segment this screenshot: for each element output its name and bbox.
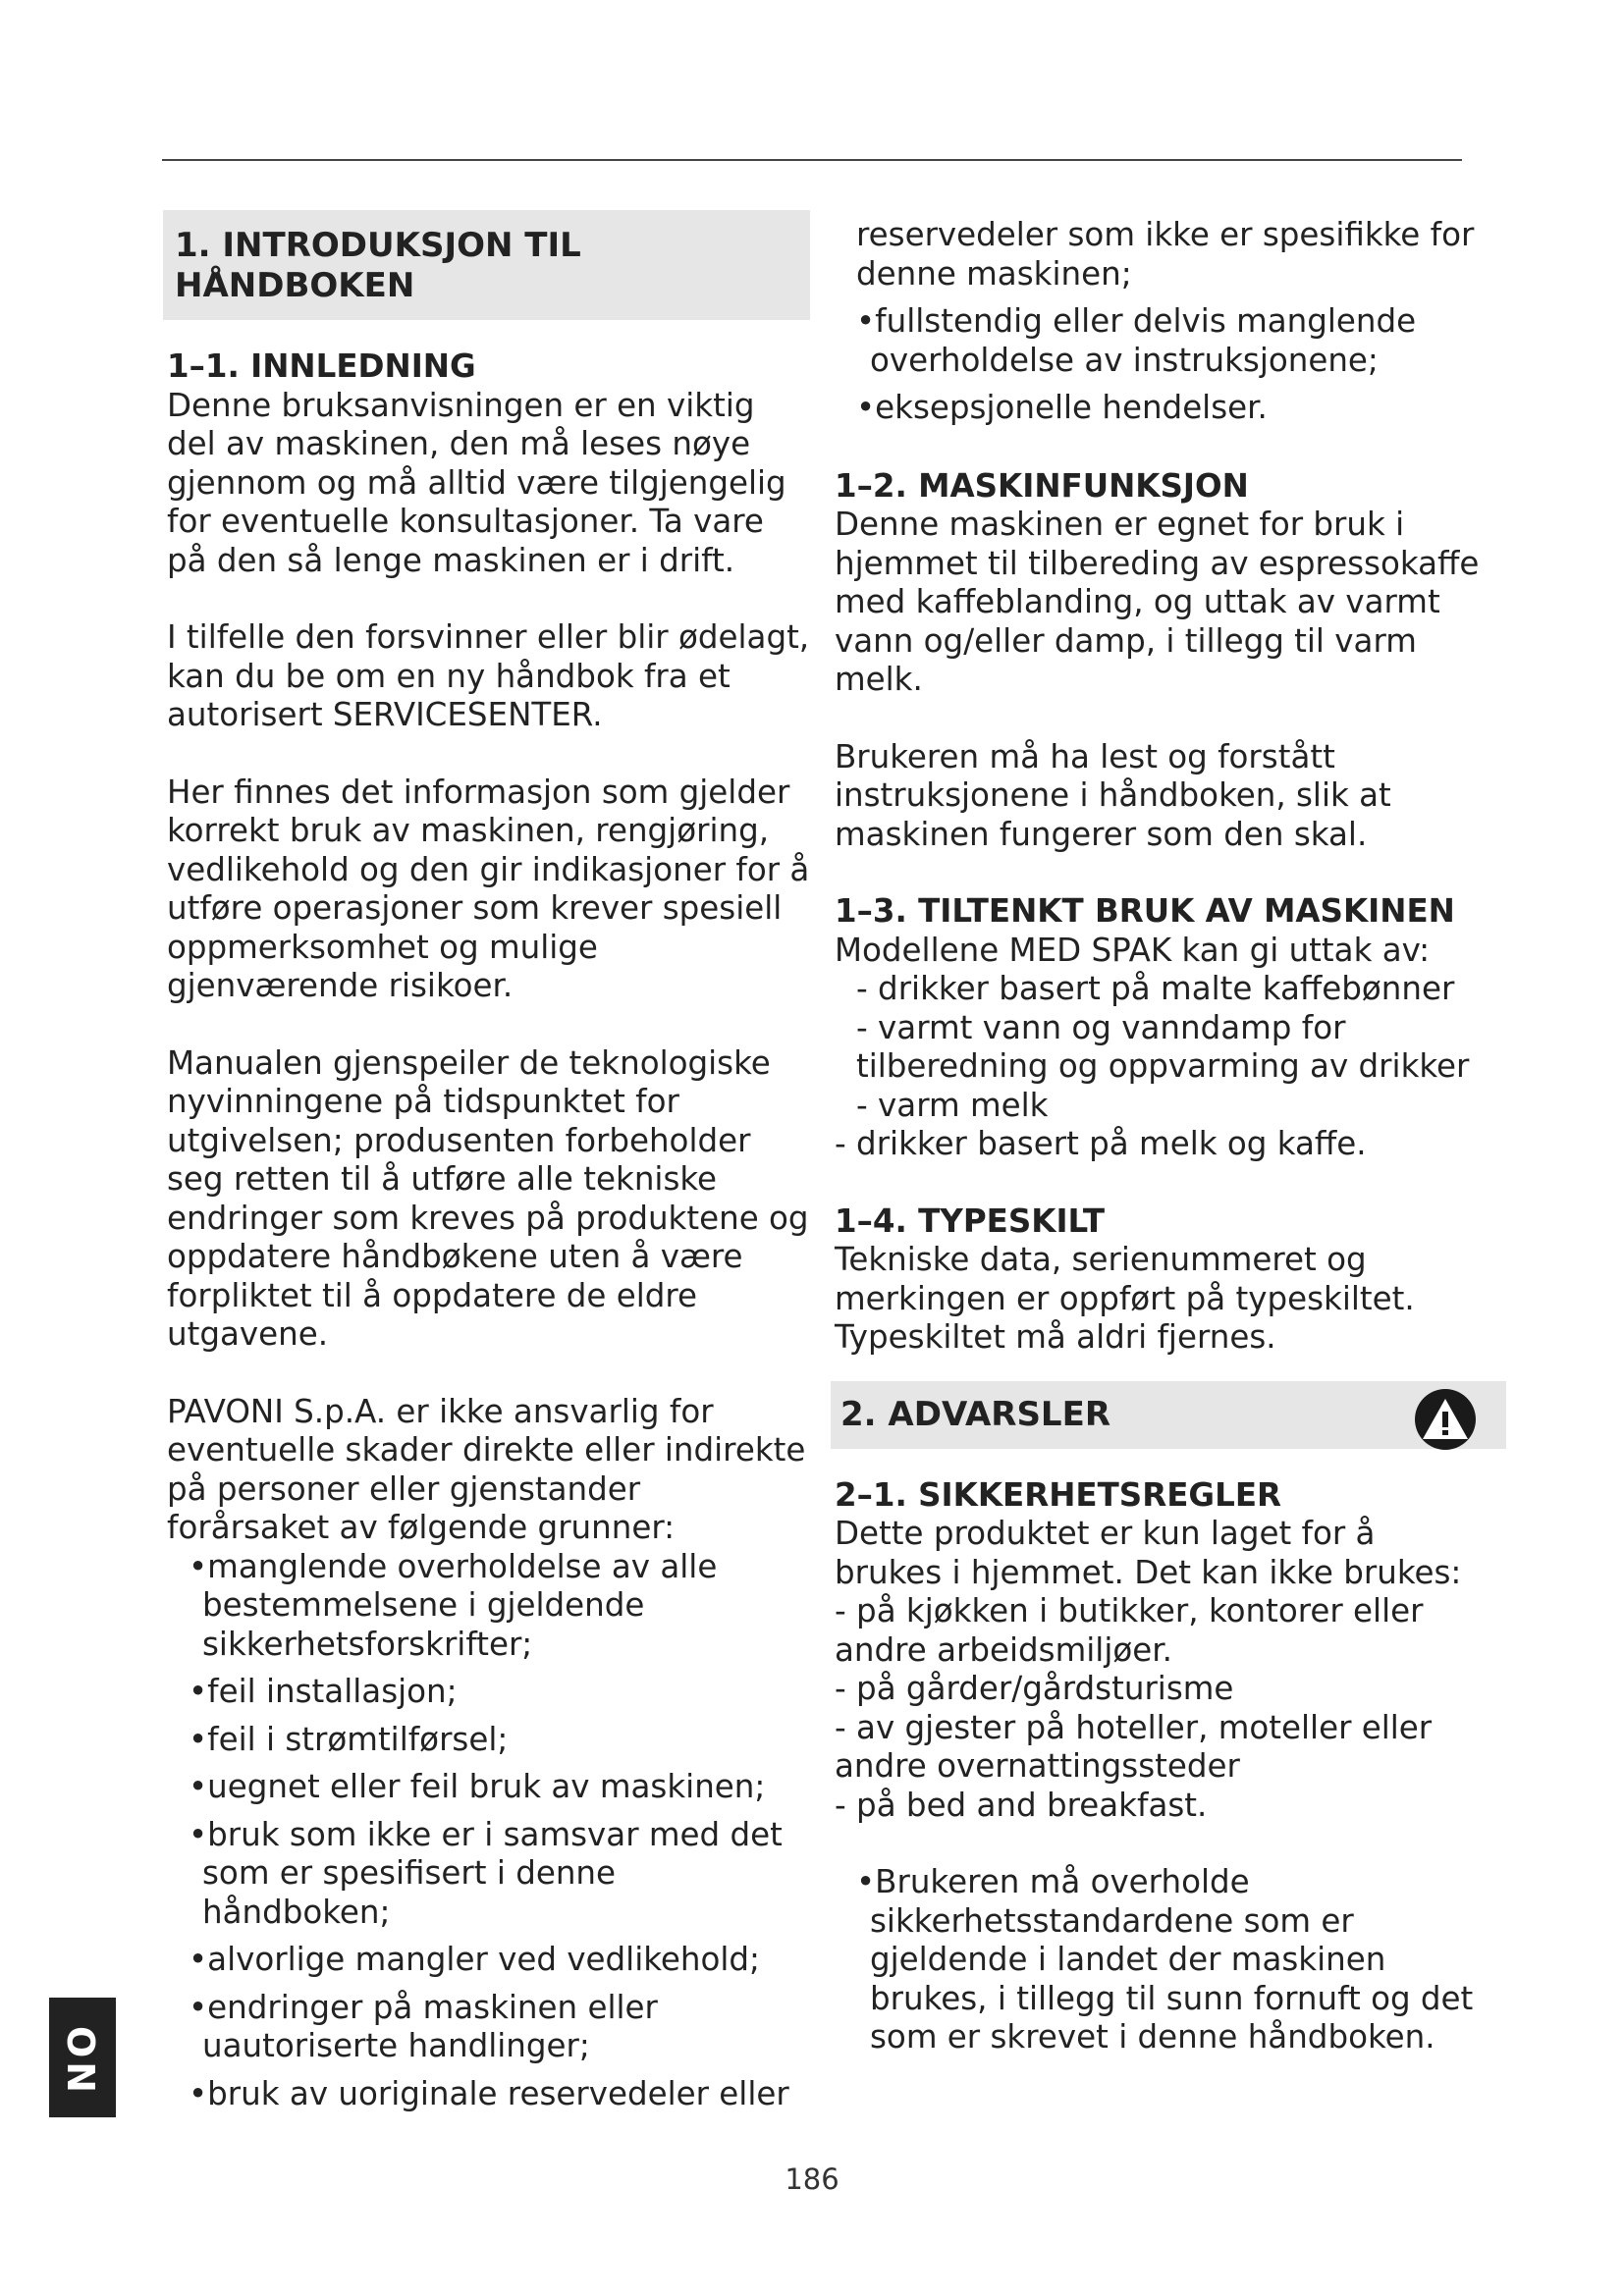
- section-title-tiltenkt-bruk: 1–3. TILTENKT BRUK AV MASKINEN: [835, 892, 1455, 930]
- liability-list: [189, 1548, 810, 2114]
- liability-list-continued: [856, 216, 1483, 428]
- paragraph: Denne maskinen er egnet for bruk i hjemmet til tilbereding av espressokaffe med kaffeblanding, og uttak av varmt vann og/eller damp, i tillegg til varm melk.: [835, 506, 1480, 698]
- paragraph: Brukeren må ha lest og forstått instruksjonene i håndboken, slik at maskinen fungerer som den skal.: [835, 737, 1391, 853]
- section-title-innledning: 1–1. INNLEDNING: [167, 347, 476, 385]
- list-item-continued: reservedeler som ikke er spesifikke for denne maskinen;: [856, 216, 1475, 293]
- list-item: • bruk som ikke er i samsvar med det som er spesifisert i denne håndboken;: [189, 1816, 810, 1933]
- list-item: • alvorlige mangler ved vedlikehold;: [189, 1941, 810, 1980]
- list-item: • eksepsjonelle hendelser.: [856, 389, 1483, 428]
- paragraph: Her finnes det informasjon som gjelder korrekt bruk av maskinen, rengjøring, vedlikehold og den gir indikasjoner for å utføre operasjoner som krever spesiell oppmerksomhet og mulige gjenværende risikoer.: [167, 773, 810, 1004]
- top-rule: [162, 159, 1462, 161]
- list-item: - av gjester på hoteller, moteller eller andre overnattingssteder: [835, 1708, 1433, 1785]
- heading-advarsler: [831, 1381, 1506, 1449]
- list-item: - på kjøkken i butikker, kontorer eller andre arbeidsmiljøer.: [835, 1592, 1424, 1669]
- language-tab: [49, 1998, 116, 2117]
- list-item: • Brukeren må overholde sikkerhetsstandardene som er gjeldende i landet der maskinen brukes, i tillegg til sunn fornuft og det som er skrevet i denne håndboken.: [856, 1863, 1483, 2057]
- list-item: - på gårder/gårdsturisme: [835, 1670, 1234, 1707]
- list-item: • feil installasjon;: [189, 1673, 810, 1712]
- list-item: • bruk av uoriginale reservedeler eller: [189, 2075, 810, 2114]
- list-item: • uegnet eller feil bruk av maskinen;: [189, 1768, 810, 1807]
- paragraph: PAVONI S.p.A. er ikke ansvarlig for eventuelle skader direkte eller indirekte på personer eller gjenstander forårsaket av følgende grunner:: [167, 1392, 806, 1546]
- list-item: - drikker basert på malte kaffebønner: [856, 970, 1455, 1007]
- list-item: • fullstendig eller delvis manglende overholdelse av instruksjonene;: [856, 302, 1483, 380]
- paragraph: Manualen gjenspeiler de teknologiske nyvinningene på tidspunktet for utgivelsen; produsenten forbeholder seg retten til å utføre alle tekniske endringer som kreves på produktene og oppdatere håndbøkene uten å være forpliktet til å oppdatere de eldre utgavene.: [167, 1043, 809, 1353]
- page-number: 186: [785, 2163, 839, 2196]
- paragraph: Denne bruksanvisningen er en viktig del av maskinen, den må leses nøye gjennom og må alltid være tilgjengelig for eventuelle konsultasjoner. Ta vare på den så lenge maskinen er i drift.: [167, 386, 786, 579]
- left-column: [167, 210, 810, 2122]
- paragraph: Tekniske data, serienummeret og merkingen er oppført på typeskiltet. Typeskiltet må aldri fjernes.: [835, 1241, 1415, 1356]
- list-item: • manglende overholdelse av alle bestemmelsene i gjeldende sikkerhetsforskrifter;: [189, 1548, 810, 1665]
- heading-introduksjon: 1. INTRODUKSJON TIL HÅNDBOKEN: [163, 210, 810, 320]
- section-title-maskinfunksjon: 1–2. MASKINFUNKSJON: [835, 466, 1249, 505]
- intended-use-list: [835, 970, 1483, 1164]
- list-item: - varmt vann og vanndamp for tilberedning og oppvarming av drikker: [856, 1008, 1470, 1085]
- paragraph: Modellene MED SPAK kan gi uttak av:: [835, 931, 1431, 969]
- language-tab-label: NO: [61, 2021, 104, 2094]
- warning-triangle-icon: [1414, 1388, 1477, 1451]
- list-item: - drikker basert på melk og kaffe.: [835, 1125, 1367, 1162]
- section-title-sikkerhetsregler: 2–1. SIKKERHETSREGLER: [835, 1475, 1282, 1514]
- safety-bullet-list: [856, 1863, 1483, 2057]
- list-item: • endringer på maskinen eller uautoriserte handlinger;: [189, 1989, 810, 2066]
- paragraph: I tilfelle den forsvinner eller blir ødelagt, kan du be om en ny håndbok fra et autorisert SERVICESENTER.: [167, 618, 810, 733]
- section-title-typeskilt: 1–4. TYPESKILT: [835, 1201, 1106, 1240]
- restriction-list: [835, 1592, 1483, 1825]
- list-item: - varm melk: [856, 1086, 1049, 1124]
- list-item: • feil i strømtilførsel;: [189, 1721, 810, 1760]
- right-column: [835, 216, 1483, 2066]
- list-item: - på bed and breakfast.: [835, 1786, 1208, 1824]
- heading-advarsler-text: 2. ADVARSLER: [840, 1394, 1111, 1434]
- paragraph: Dette produktet er kun laget for å brukes i hjemmet. Det kan ikke brukes:: [835, 1515, 1462, 1591]
